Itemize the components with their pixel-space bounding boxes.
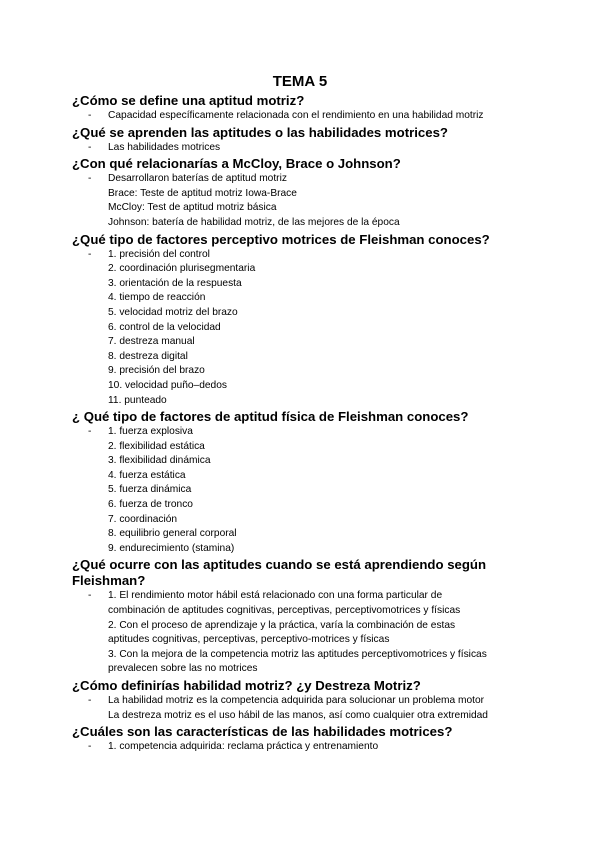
answer-line bbox=[72, 335, 542, 350]
answer-text: 5. velocidad motriz del brazo bbox=[108, 306, 238, 318]
answer-line bbox=[72, 604, 542, 619]
answer-text: aptitudes cognitivas, perceptivas, perceptivo-motrices y físicas bbox=[108, 634, 390, 646]
answer-text: 3. Con la mejora de la competencia motriz las aptitudes perceptivomotrices y físicas bbox=[108, 648, 487, 660]
qa-section bbox=[72, 724, 542, 755]
answer-text: 5. fuerza dinámica bbox=[108, 484, 192, 496]
section-question: ¿ Qué tipo de factores de aptitud física de Fleishman conoces? bbox=[72, 409, 469, 425]
answer-text: 8. equilibrio general corporal bbox=[108, 528, 237, 540]
section-question: ¿Cuáles son las características de las habilidades motrices? bbox=[72, 724, 453, 740]
answer-line bbox=[72, 483, 542, 498]
answer-bullet-line bbox=[72, 141, 542, 156]
bullet-dash-icon: - bbox=[88, 141, 92, 153]
answer-line bbox=[72, 498, 542, 513]
answer-text: 1. precisión del control bbox=[108, 248, 210, 260]
answer-text: 4. tiempo de reacción bbox=[108, 292, 206, 304]
bullet-dash-icon: - bbox=[88, 695, 92, 706]
answer-text: Brace: Teste de aptitud motriz Iowa-Brace bbox=[108, 187, 297, 199]
answer-text: La destreza motriz es el uso hábil de las manos, así como cualquier otra extremidad bbox=[108, 709, 488, 721]
answer-text: 3. orientación de la respuesta bbox=[108, 277, 242, 289]
answer-text: 10. velocidad puño–dedos bbox=[108, 379, 227, 391]
answer-text: La habilidad motriz es la competencia adquirida para solucionar un problema motor bbox=[108, 695, 485, 706]
answer-text: 1. competencia adquirida: reclama práctica y entrenamiento bbox=[108, 741, 379, 753]
answer-bullet-line bbox=[72, 425, 542, 440]
section-question: ¿Qué ocurre con las aptitudes cuando se está aprendiendo según Fleishman? bbox=[72, 557, 487, 589]
answer-line bbox=[72, 187, 542, 202]
section-question: ¿Cómo se define una aptitud motriz? bbox=[72, 93, 305, 108]
bullet-dash-icon: - bbox=[88, 590, 92, 602]
bullet-dash-icon: - bbox=[88, 173, 92, 185]
answer-text: 8. destreza digital bbox=[108, 350, 188, 362]
answer-bullet-line bbox=[72, 248, 542, 263]
qa-section bbox=[72, 678, 542, 723]
bullet-dash-icon: - bbox=[88, 248, 92, 260]
answer-text: 7. coordinación bbox=[108, 513, 178, 525]
answer-line bbox=[72, 321, 542, 336]
answer-text: 4. fuerza estática bbox=[108, 469, 186, 481]
answer-line bbox=[72, 364, 542, 379]
page-title: TEMA 5 bbox=[272, 73, 328, 90]
answer-line bbox=[72, 662, 542, 677]
answer-line bbox=[72, 379, 542, 394]
qa-section bbox=[72, 409, 542, 556]
qa-section bbox=[72, 557, 542, 677]
answer-line bbox=[72, 291, 542, 306]
bullet-dash-icon: - bbox=[88, 110, 92, 121]
answer-line bbox=[72, 216, 542, 231]
answer-text: 6. control de la velocidad bbox=[108, 321, 221, 333]
answer-line bbox=[72, 619, 542, 634]
document-body bbox=[72, 93, 542, 756]
section-question: ¿Qué se aprenden las aptitudes o las habilidades motrices? bbox=[72, 124, 448, 140]
answer-text: 9. endurecimiento (stamina) bbox=[108, 542, 235, 554]
qa-section bbox=[72, 156, 542, 230]
bullet-dash-icon: - bbox=[88, 426, 92, 438]
answer-text: 3. flexibilidad dinámica bbox=[108, 455, 211, 467]
answer-text: 2. flexibilidad estática bbox=[108, 440, 205, 452]
answer-text: 1. El rendimiento motor hábil está relacionado con una forma particular de bbox=[108, 590, 443, 602]
bullet-dash-icon: - bbox=[88, 741, 92, 753]
answer-bullet-line bbox=[72, 589, 542, 604]
answer-line bbox=[72, 350, 542, 365]
answer-line bbox=[72, 306, 542, 321]
answer-text: combinación de aptitudes cognitivas, perceptivas, perceptivomotrices y físicas bbox=[108, 605, 461, 617]
qa-section bbox=[72, 125, 542, 156]
answer-text: 9. precisión del brazo bbox=[108, 365, 205, 377]
qa-section bbox=[72, 232, 542, 409]
answer-bullet-line bbox=[72, 172, 542, 187]
answer-line bbox=[72, 513, 542, 528]
answer-text: 2. Con el proceso de aprendizaje y la práctica, varía la combinación de estas bbox=[108, 619, 456, 631]
answer-text: 11. punteado bbox=[108, 394, 167, 406]
answer-text: 6. fuerza de tronco bbox=[108, 499, 193, 511]
answer-bullet-line bbox=[72, 694, 542, 709]
answer-text: Desarrollaron baterías de aptitud motriz bbox=[108, 173, 287, 185]
answer-text: 1. fuerza explosiva bbox=[108, 426, 193, 438]
answer-line bbox=[72, 542, 542, 557]
answer-line bbox=[72, 527, 542, 542]
section-question: ¿Qué tipo de factores perceptivo motrices de Fleishman conoces? bbox=[72, 231, 490, 247]
answer-line bbox=[72, 454, 542, 469]
answer-line bbox=[72, 277, 542, 292]
answer-line bbox=[72, 469, 542, 484]
answer-text: prevalecen sobre las no motrices bbox=[108, 663, 258, 675]
answer-bullet-line bbox=[72, 109, 542, 124]
answer-line bbox=[72, 440, 542, 455]
section-question: ¿Con qué relacionarías a McCloy, Brace o Johnson? bbox=[72, 156, 401, 172]
answer-line bbox=[72, 262, 542, 277]
answer-text: Johnson: batería de habilidad motriz, de las mejores de la época bbox=[108, 216, 400, 228]
answer-bullet-line bbox=[72, 740, 542, 755]
answer-text: 7. destreza manual bbox=[108, 336, 195, 348]
answer-line bbox=[72, 201, 542, 216]
answer-text: McCloy: Test de aptitud motriz básica bbox=[108, 202, 277, 214]
answer-text: 2. coordinación plurisegmentaria bbox=[108, 263, 256, 275]
answer-text: Capacidad específicamente relacionada con el rendimiento en una habilidad motriz bbox=[108, 110, 484, 121]
answer-line bbox=[72, 709, 542, 724]
answer-line bbox=[72, 648, 542, 663]
answer-text: Las habilidades motrices bbox=[108, 141, 221, 153]
answer-line bbox=[72, 633, 542, 648]
section-question: ¿Cómo definirías habilidad motriz? ¿y Destreza Motriz? bbox=[72, 678, 421, 693]
answer-line bbox=[72, 394, 542, 409]
qa-section bbox=[72, 93, 542, 124]
